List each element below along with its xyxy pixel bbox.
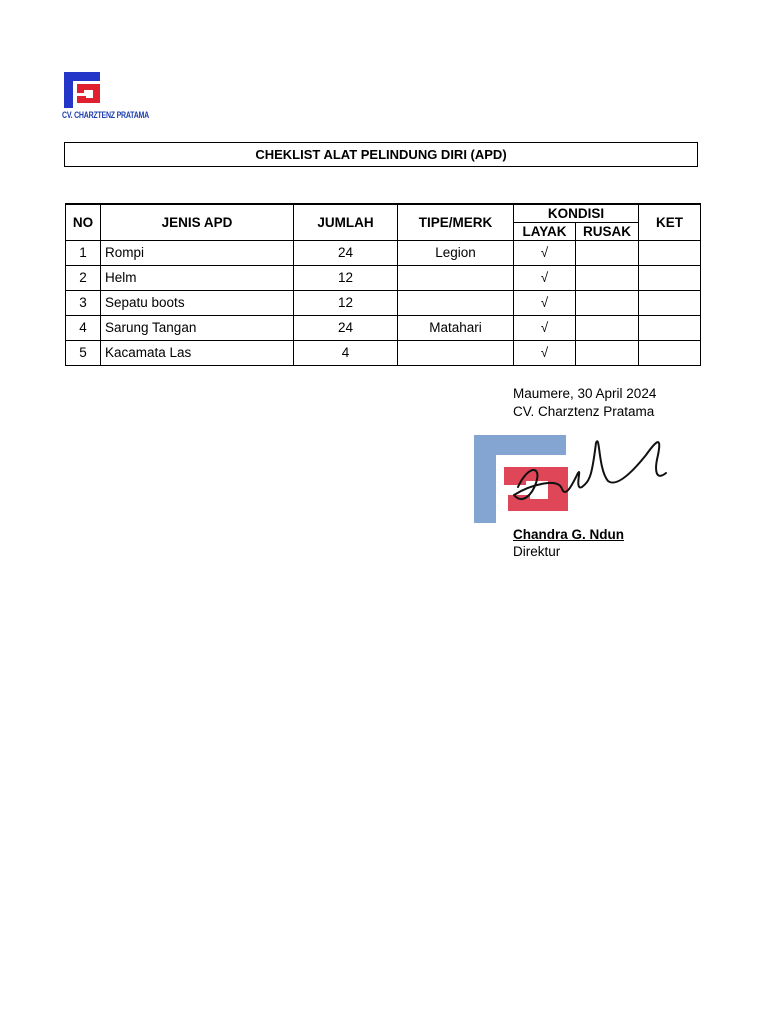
cell-jumlah: 24	[294, 240, 398, 265]
cell-jenis-apd: Rompi	[101, 240, 294, 265]
header-rusak: RUSAK	[576, 222, 639, 240]
header-jumlah: JUMLAH	[294, 204, 398, 240]
cell-rusak	[576, 265, 639, 290]
table-row	[66, 340, 701, 365]
cell-layak: √	[514, 340, 576, 365]
signature-place-date: Maumere, 30 April 2024	[513, 386, 657, 401]
stamp-logo-icon	[470, 425, 680, 525]
cell-ket	[639, 290, 701, 315]
signer-name: Chandra G. Ndun	[513, 527, 624, 542]
company-logo-icon	[62, 70, 106, 110]
cell-rusak	[576, 240, 639, 265]
cell-tipe-merk: Matahari	[398, 315, 514, 340]
cell-jumlah: 24	[294, 315, 398, 340]
cell-tipe-merk	[398, 290, 514, 315]
table-row	[66, 265, 701, 290]
signature-company: CV. Charztenz Pratama	[513, 403, 655, 419]
header-no: NO	[66, 204, 101, 240]
signer-position: Direktur	[513, 544, 561, 559]
signature-block	[513, 385, 656, 420]
cell-no: 4	[66, 315, 101, 340]
header-layak: LAYAK	[514, 222, 576, 240]
cell-no: 1	[66, 240, 101, 265]
cell-layak: √	[514, 240, 576, 265]
document-title: CHEKLIST ALAT PELINDUNG DIRI (APD)	[64, 142, 698, 167]
table-row	[66, 240, 701, 265]
apd-checklist-table	[65, 203, 701, 366]
cell-jenis-apd: Sarung Tangan	[101, 315, 294, 340]
cell-layak: √	[514, 265, 576, 290]
header-kondisi: KONDISI	[514, 204, 639, 222]
cell-jumlah: 4	[294, 340, 398, 365]
cell-layak: √	[514, 290, 576, 315]
cell-jumlah: 12	[294, 265, 398, 290]
table-row	[66, 290, 701, 315]
table-row	[66, 315, 701, 340]
cell-ket	[639, 340, 701, 365]
signer-block	[513, 526, 624, 560]
header-jenis-apd: JENIS APD	[101, 204, 294, 240]
company-stamp-signature	[470, 425, 680, 525]
cell-layak: √	[514, 315, 576, 340]
cell-rusak	[576, 315, 639, 340]
cell-ket	[639, 240, 701, 265]
cell-jumlah: 12	[294, 290, 398, 315]
cell-rusak	[576, 340, 639, 365]
header-ket: KET	[639, 204, 701, 240]
cell-tipe-merk	[398, 265, 514, 290]
cell-no: 2	[66, 265, 101, 290]
company-name-caption: CV. CHARZTENZ PRATAMA	[62, 110, 149, 120]
header-tipe-merk: TIPE/MERK	[398, 204, 514, 240]
cell-rusak	[576, 290, 639, 315]
cell-tipe-merk: Legion	[398, 240, 514, 265]
cell-jenis-apd: Sepatu boots	[101, 290, 294, 315]
cell-tipe-merk	[398, 340, 514, 365]
cell-jenis-apd: Helm	[101, 265, 294, 290]
cell-no: 3	[66, 290, 101, 315]
cell-ket	[639, 315, 701, 340]
cell-ket	[639, 265, 701, 290]
cell-no: 5	[66, 340, 101, 365]
cell-jenis-apd: Kacamata Las	[101, 340, 294, 365]
